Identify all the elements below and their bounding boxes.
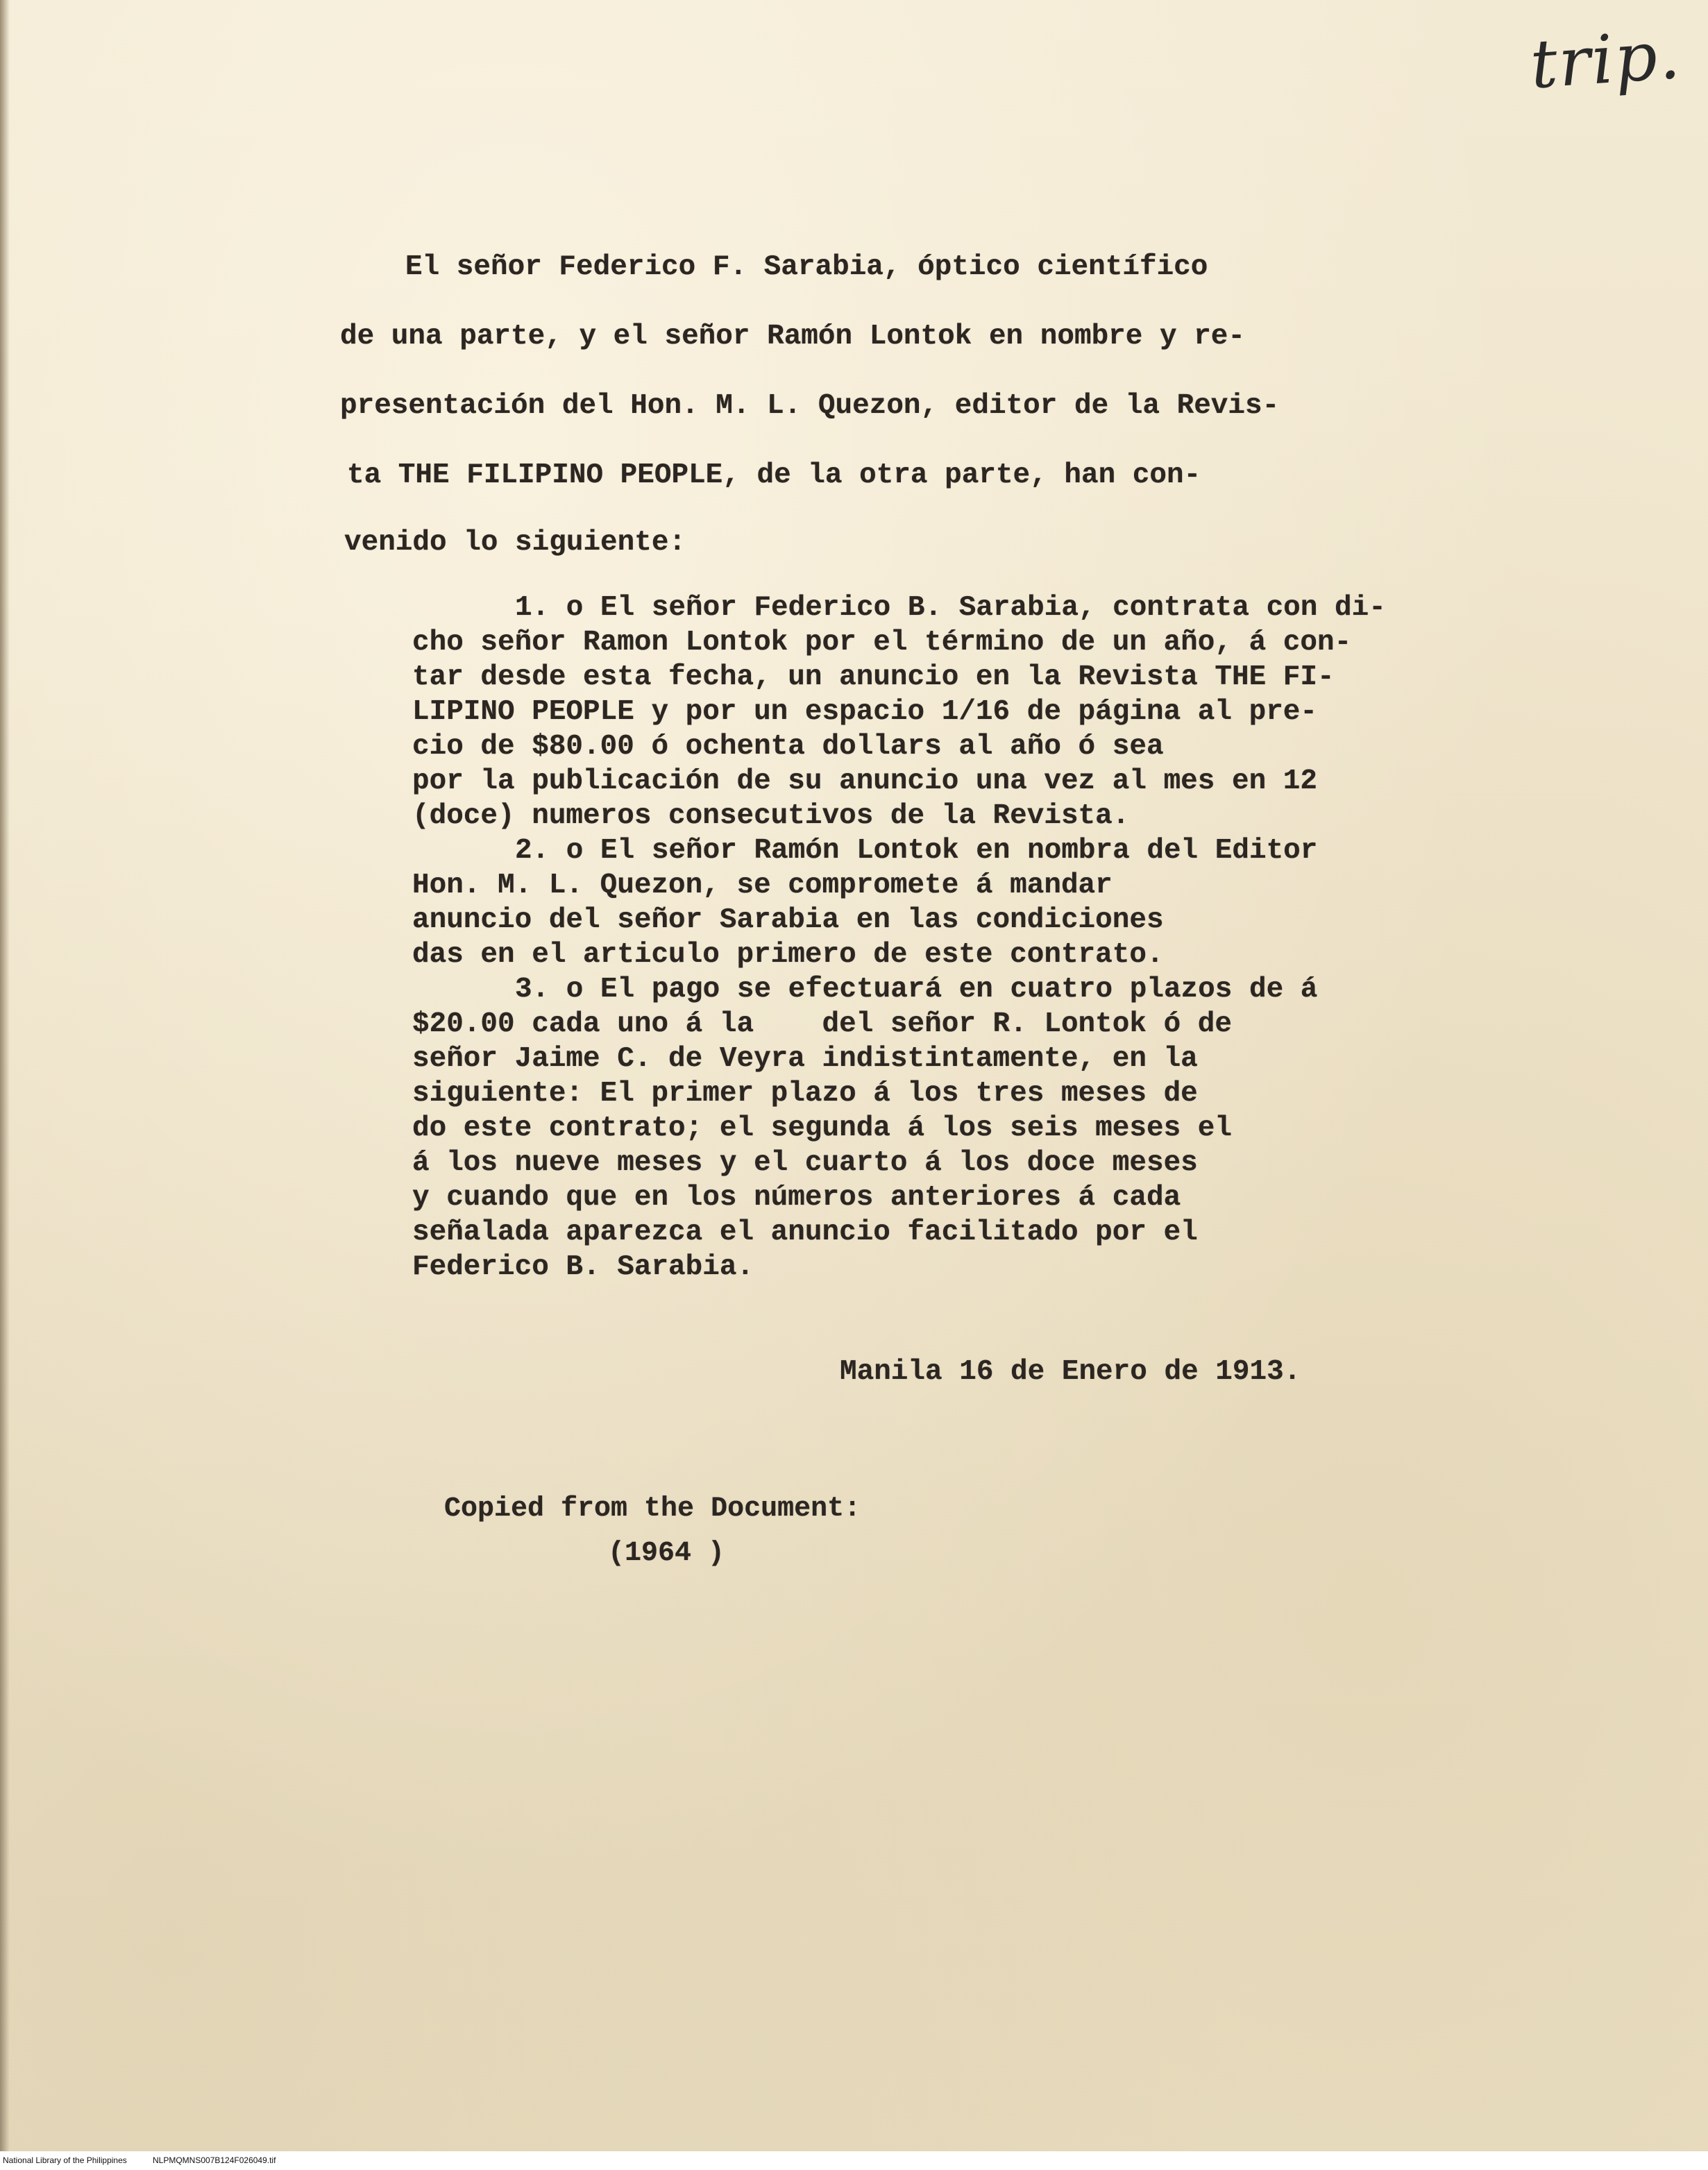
clause-1-line: por la publicación de su anuncio una vez al mes en 12 bbox=[412, 765, 1318, 797]
clause-3-line: $20.00 cada uno á la del señor R. Lontok ó de bbox=[412, 1008, 1232, 1040]
clause-2-line: das en el articulo primero de este contrato. bbox=[412, 939, 1164, 971]
file-id: NLPMQMNS007B124F026049.tif bbox=[153, 2155, 276, 2165]
clause-2-line: anuncio del señor Sarabia en las condiciones bbox=[412, 904, 1164, 936]
clause-3-line: siguiente: El primer plazo á los tres meses de bbox=[412, 1078, 1198, 1110]
clause-3-line: Federico B. Sarabia. bbox=[412, 1251, 754, 1283]
intro-line: ta THE FILIPINO PEOPLE, de la otra parte, han con- bbox=[347, 459, 1201, 491]
intro-line: El señor Federico F. Sarabia, óptico científico bbox=[405, 251, 1208, 283]
intro-line: de una parte, y el señor Ramón Lontok en nombre y re- bbox=[340, 321, 1246, 353]
intro-line: presentación del Hon. M. L. Quezon, editor de la Revis- bbox=[340, 390, 1280, 422]
clause-1-line: 1. o El señor Federico B. Sarabia, contrata con di- bbox=[515, 592, 1386, 624]
clause-3-line: do este contrato; el segunda á los seis meses el bbox=[412, 1112, 1232, 1144]
intro-line: venido lo siguiente: bbox=[344, 527, 686, 559]
clause-3-line: y cuando que en los números anteriores á cada bbox=[412, 1182, 1181, 1214]
clause-1-line: (doce) numeros consecutivos de la Revista. bbox=[412, 800, 1130, 832]
clause-3-line: á los nueve meses y el cuarto á los doce meses bbox=[412, 1147, 1198, 1179]
clause-1-line: cio de $80.00 ó ochenta dollars al año ó sea bbox=[412, 731, 1164, 763]
handwritten-annotation: trip. bbox=[1528, 15, 1684, 104]
clause-2-line: Hon. M. L. Quezon, se compromete á mandar bbox=[412, 870, 1113, 901]
copied-year: (1964 ) bbox=[608, 1538, 725, 1569]
clause-3-line: señalada aparezca el anuncio facilitado por el bbox=[412, 1217, 1198, 1248]
date-line: Manila 16 de Enero de 1913. bbox=[840, 1356, 1301, 1388]
copied-from-note: Copied from the Document: bbox=[444, 1493, 861, 1525]
scan-footer-caption bbox=[3, 2155, 276, 2165]
scan-edge-shadow bbox=[0, 0, 10, 2151]
library-name: National Library of the Philippines bbox=[3, 2155, 127, 2165]
clause-3-line: 3. o El pago se efectuará en cuatro plazos de á bbox=[515, 974, 1318, 1006]
clause-2-line: 2. o El señor Ramón Lontok en nombra del Editor bbox=[515, 835, 1318, 867]
clause-3-line: señor Jaime C. de Veyra indistintamente, en la bbox=[412, 1043, 1198, 1075]
clause-1-line: cho señor Ramon Lontok por el término de un año, á con- bbox=[412, 627, 1352, 659]
clause-1-line: tar desde esta fecha, un anuncio en la Revista THE FI- bbox=[412, 661, 1335, 693]
clause-1-line: LIPINO PEOPLE y por un espacio 1/16 de página al pre- bbox=[412, 696, 1318, 728]
